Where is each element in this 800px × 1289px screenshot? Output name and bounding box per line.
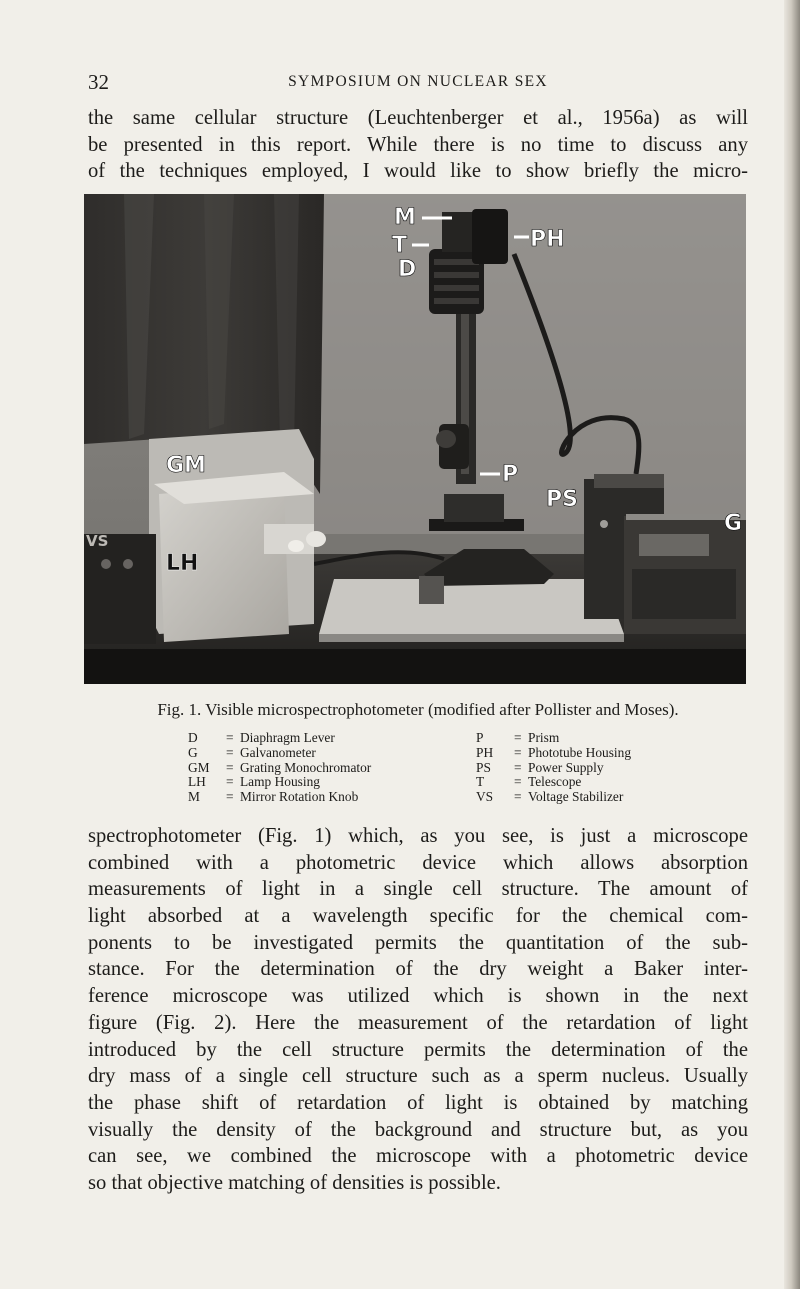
legend-eq: =	[514, 730, 522, 745]
legend-term: Prism	[528, 730, 560, 745]
legend-row	[188, 775, 371, 790]
legend-row	[476, 790, 631, 805]
running-head: SYMPOSIUM ON NUCLEAR SEX	[288, 73, 548, 90]
label-T: T	[392, 233, 408, 258]
legend-eq: =	[514, 789, 522, 805]
legend-row	[476, 746, 631, 761]
legend-abbr: LH	[188, 774, 206, 790]
text-line: stance. For the determination of the dry weight a Baker inter-	[88, 958, 748, 981]
legend-term: Diaphragm Lever	[240, 730, 335, 745]
label-PS: PS	[546, 487, 578, 512]
legend-row	[188, 790, 371, 805]
text-line: be presented in this report. While there is no time to discuss any	[88, 133, 748, 156]
text-line: spectrophotometer (Fig. 1) which, as you see, is just a microscope	[88, 825, 748, 847]
legend-eq: =	[226, 789, 234, 805]
legend-eq: =	[226, 759, 234, 775]
legend-row	[188, 761, 371, 776]
legend-eq: =	[226, 774, 234, 790]
legend-abbr: P	[476, 730, 484, 745]
text-line: so that objective matching of densities is possible.	[88, 1171, 501, 1194]
text-line: introduced by the cell structure permits the determination of the	[88, 1038, 748, 1061]
label-PH: PH	[530, 227, 565, 252]
legend-term: Mirror Rotation Knob	[240, 789, 359, 805]
text-line: combined with a photometric device which allows absorption	[88, 851, 748, 874]
legend-term: Galvanometer	[240, 744, 316, 760]
label-GM: GM	[166, 453, 206, 478]
label-G: G	[724, 511, 743, 536]
legend-eq: =	[514, 759, 522, 775]
text-line: dry mass of a single cell structure such as a sperm nucleus. Usually	[88, 1065, 748, 1088]
legend-row	[188, 746, 371, 761]
figure-legend-left	[188, 731, 371, 805]
legend-term: Telescope	[528, 774, 582, 790]
legend-abbr: PH	[476, 744, 494, 760]
label-P: P	[502, 462, 519, 487]
legend-abbr: D	[188, 730, 198, 745]
legend-eq: =	[226, 730, 234, 745]
text-line: ference microscope was utilized which is shown in the next	[88, 985, 748, 1008]
legend-term: Power Supply	[528, 759, 604, 775]
legend-term: Phototube Housing	[528, 744, 632, 760]
legend-eq: =	[226, 744, 234, 760]
legend-abbr: PS	[476, 759, 491, 775]
label-M: M	[394, 205, 416, 230]
text-line: measurements of light in a single cell structure. The amount of	[88, 878, 748, 901]
page-number: 32	[88, 70, 109, 94]
label-LH: LH	[166, 551, 199, 576]
legend-eq: =	[514, 774, 522, 790]
figure-photo-microspectrophotometer	[84, 194, 746, 684]
legend-abbr: M	[188, 789, 200, 805]
legend-row	[188, 731, 371, 746]
text-line: the same cellular structure (Leuchtenberger et al., 1956a) as will	[88, 107, 748, 129]
text-line: the phase shift of retardation of light is obtained by matching	[88, 1091, 748, 1114]
text-line: visually the density of the background and structure but, as you	[88, 1118, 748, 1141]
paragraph-body	[88, 823, 748, 1197]
legend-abbr: VS	[476, 789, 494, 805]
paragraph-intro	[88, 105, 748, 185]
label-D: D	[398, 257, 417, 282]
legend-term: Voltage Stabilizer	[528, 789, 624, 805]
legend-row	[476, 775, 631, 790]
page-edge-shadow	[784, 0, 800, 1289]
legend-abbr: GM	[188, 759, 210, 775]
legend-row	[476, 731, 631, 746]
text-line: light absorbed at a wavelength specific for the chemical com-	[88, 905, 748, 928]
text-line: ponents to be investigated permits the quantitation of the sub-	[88, 931, 748, 954]
legend-term: Grating Monochromator	[240, 759, 372, 775]
legend-term: Lamp Housing	[240, 774, 320, 790]
label-VS: VS	[86, 532, 109, 550]
legend-abbr: G	[188, 744, 198, 760]
figure-legend-right	[476, 731, 631, 805]
legend-abbr: T	[476, 774, 485, 790]
legend-eq: =	[514, 744, 522, 760]
text-line: of the techniques employed, I would like to show briefly the micro-	[88, 160, 748, 183]
legend-row	[476, 761, 631, 776]
page-header	[88, 72, 748, 96]
text-line: figure (Fig. 2). Here the measurement of the retardation of light	[88, 1011, 748, 1034]
figure-caption: Fig. 1. Visible microspectrophotometer (modified after Pollister and Moses).	[157, 700, 679, 719]
text-line: can see, we combined the microscope with a photometric device	[88, 1145, 748, 1168]
